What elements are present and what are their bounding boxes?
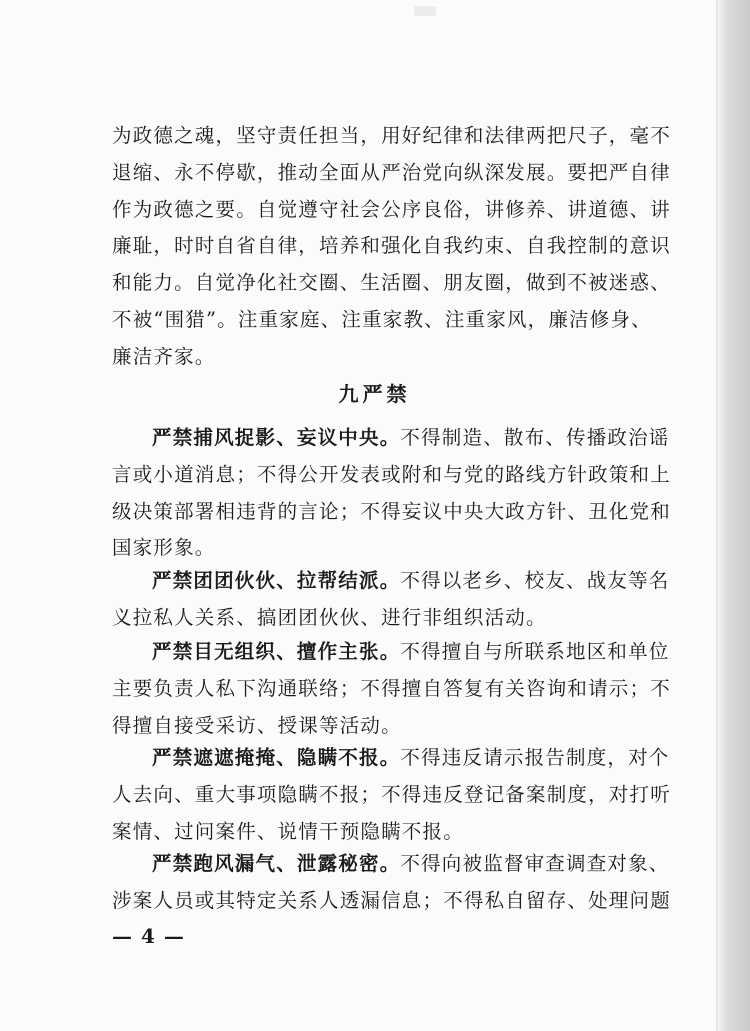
item-lead: 严禁遮遮掩掩、隐瞒不报。 — [152, 746, 401, 769]
text-line — [112, 740, 670, 777]
prohibition-item — [112, 740, 671, 850]
item-lead: 严禁目无组织、擅作主张。 — [152, 640, 401, 663]
prohibition-item — [112, 634, 671, 744]
text-line: 廉洁齐家。 — [112, 344, 216, 368]
item-text: 不得违反请示报告制度，对个 — [400, 746, 670, 769]
item-text: 不得以老乡、校友、战友等名 — [400, 569, 670, 592]
text-line: 言或小道消息；不得公开发表或附和与党的路线方针政策和上 — [112, 462, 671, 486]
item-lead: 严禁跑风漏气、泄露秘密。 — [152, 852, 401, 875]
item-lead: 严禁团团伙伙、拉帮结派。 — [152, 569, 401, 592]
text-line — [112, 420, 670, 457]
page-number: — 4 — — [112, 924, 185, 948]
item-text: 不得向被监督审查调查对象、 — [400, 852, 670, 875]
text-line: 作为政德之要。自觉遵守社会公序良俗，讲修养、讲道德、讲 — [112, 197, 671, 221]
text-line: 得擅自接受采访、授课等活动。 — [112, 713, 402, 737]
item-text: 不得擅自与所联系地区和单位 — [400, 640, 670, 663]
prohibition-item — [112, 420, 671, 567]
prohibition-item — [112, 563, 670, 637]
item-lead: 严禁捕风捉影、妄议中央。 — [152, 426, 401, 449]
prohibition-item — [112, 846, 671, 920]
text-line: 国家形象。 — [112, 536, 216, 560]
text-line: 为政德之魂，坚守责任担当，用好纪律和法律两把尺子，毫不 — [112, 124, 671, 147]
text-line: 案情、过问案件、说情干预隐瞒不报。 — [112, 819, 464, 843]
text-line — [112, 634, 670, 671]
intro-paragraph — [112, 118, 671, 376]
text-line: 不被“围猎”。注重家庭、注重家教、注重家风，廉洁修身、 — [112, 307, 652, 331]
text-line: 级决策部署相违背的言论；不得妄议中央大政方针、丑化党和 — [112, 499, 671, 523]
text-line — [112, 846, 670, 883]
text-line: 人去向、重大事项隐瞒不报；不得违反登记备案制度，对打听 — [112, 782, 671, 806]
text-line: 退缩、永不停歇，推动全面从严治党向纵深发展。要把严自律 — [112, 160, 671, 184]
item-text: 不得制造、散布、传播政治谣 — [400, 426, 670, 449]
scan-artifact — [414, 6, 436, 16]
scan-edge-shadow — [718, 0, 750, 1031]
section-heading: 九严禁 — [338, 382, 411, 406]
text-line — [112, 563, 670, 600]
text-line: 涉案人员或其特定关系人透漏信息；不得私自留存、处理问题 — [112, 888, 671, 912]
text-line: 和能力。自觉净化社交圈、生活圈、朋友圈，做到不被迷惑、 — [112, 271, 671, 295]
text-line: 主要负责人私下沟通联络；不得擅自答复有关咨询和请示；不 — [112, 676, 671, 700]
text-line: 廉耻，时时自省自律，培养和强化自我约束、自我控制的意识 — [112, 234, 671, 258]
text-line: 义拉私人关系、搞团团伙伙、进行非组织活动。 — [112, 605, 547, 629]
